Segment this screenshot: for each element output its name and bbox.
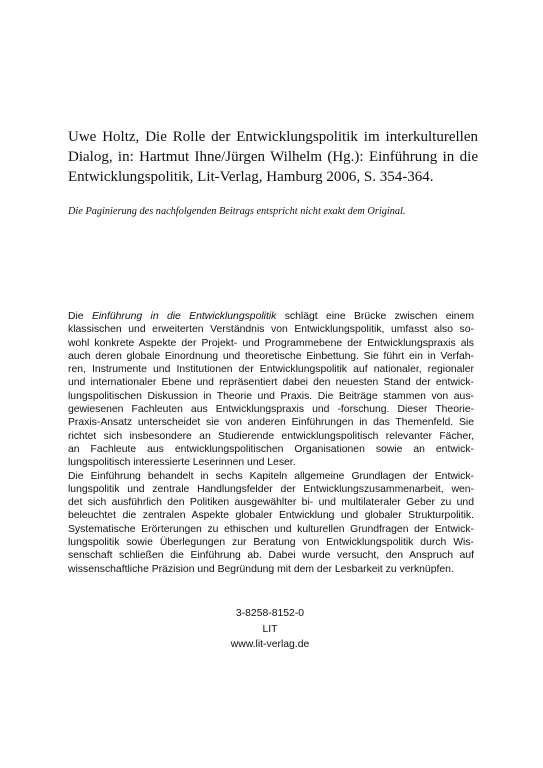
citation — [68, 127, 478, 187]
blurb-line: an Fachleute aus entwicklungspolitischen Organisationen sowie an entwick- — [68, 443, 474, 455]
blurb-line: det sich ausführlich den Politiken ausgewählter bi- und multilateraler Geber zu und — [68, 497, 474, 509]
blurb-line: Die Einführung behandelt in sechs Kapiteln allgemeine Grundlagen der Entwick- — [68, 470, 474, 482]
blurb-line: auch deren globale Einordnung und theoretische Einbettung. Sie führt ein in Verfah- — [68, 350, 474, 362]
blurb-line: gewiesenen Fachleuten aus Entwicklungspraxis und -forschung. Dieser Theorie- — [68, 404, 474, 416]
blurb-line: und internationaler Ebene und repräsentiert dabei den neuesten Stand der entwick- — [68, 377, 474, 389]
blurb-line: richtet sich insbesondere an Studierende entwicklungspolitisch relevanter Fächer, — [68, 430, 474, 442]
blurb-line: lungspolitik und zentrale Handlungsfelder der Entwicklungszusammenarbeit, wen- — [68, 483, 474, 495]
book-title: Einführung in die Entwicklungspolitik — [91, 311, 277, 322]
citation-line: Uwe Holtz, Die Rolle der Entwicklungspolitik im interkulturellen — [68, 129, 478, 145]
pagination-note: Die Paginierung des nachfolgenden Beitrags entspricht nicht exakt dem Original. — [68, 206, 406, 217]
citation-line: Entwicklungspolitik, Lit-Verlag, Hamburg 2006, S. 354-364. — [68, 169, 434, 185]
blurb-line: senschaft schließen die Einführung ab. Dabei wurde versucht, den Anspruch auf — [68, 550, 474, 562]
publisher-info — [170, 606, 370, 653]
blurb-line: Systematische Erörterungen zu ethischen und kulturellen Grundfragen der Entwick- — [68, 523, 474, 535]
blurb-line: lungspolitik sowie Überlegungen zur Beratung von Entwicklungspolitik durch Wis- — [68, 537, 474, 549]
blurb-line: lungspolitisch interessierte Leserinnen und Leser. — [68, 457, 296, 469]
blurb-line: klassischen und erweiterten Verständnis von Entwicklungspolitik, umfasst also so- — [68, 324, 474, 336]
publisher-name: LIT — [262, 623, 278, 635]
blurb-line: wohl konkrete Aspekte der Projekt- und Programmebene der Entwicklungspraxis als — [68, 337, 474, 349]
blurb-line: ren, Instrumente und Institutionen der Entwicklungspolitik auf nationaler, regionaler — [68, 364, 474, 376]
blurb-suffix: schlägt eine Brücke zwischen einem — [276, 311, 475, 322]
isbn: 3-8258-8152-0 — [235, 608, 305, 619]
publisher-website: www.lit-verlag.de — [230, 639, 310, 651]
blurb-line — [68, 310, 474, 323]
blurb-line: Praxis-Ansatz unterscheidet sie von anderen Einführungen in das Themenfeld. Sie — [68, 417, 474, 429]
book-blurb — [68, 310, 474, 576]
blurb-line: lungspolitischen Diskussion in Theorie und Praxis. Die Beiträge stammen von aus- — [68, 390, 474, 402]
blurb-line: wissenschaftliche Präzision und Begründung mit dem der Lesbarkeit zu verknüpfen. — [68, 563, 454, 575]
blurb-prefix: Die — [68, 311, 92, 322]
citation-line: Dialog, in: Hartmut Ihne/Jürgen Wilhelm (Hg.): Einführung in die — [68, 149, 478, 165]
blurb-line: beleuchtet die zentralen Aspekte globaler Entwicklung und globaler Strukturpolitik. — [68, 510, 474, 522]
